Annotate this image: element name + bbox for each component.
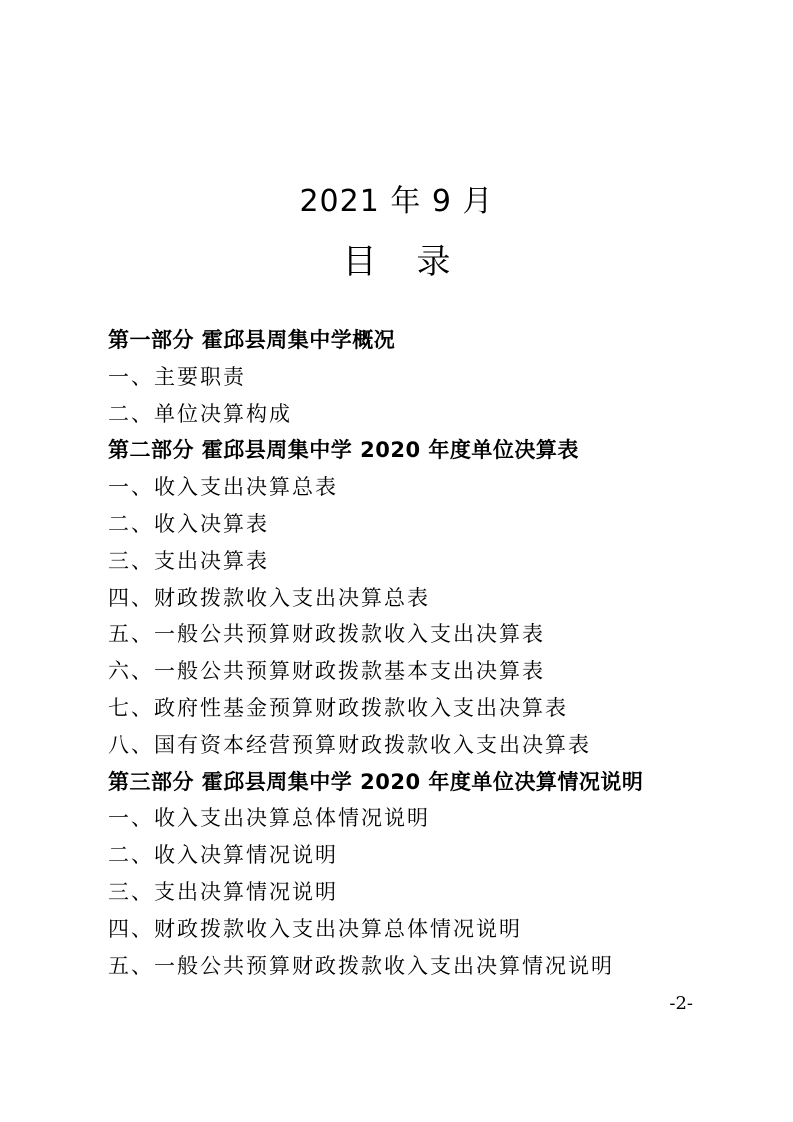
toc-item: 一、收入支出决算总表 <box>108 475 338 500</box>
toc-part-2: 第二部分 霍邱县周集中学 2020 年度单位决算表 <box>108 438 579 463</box>
toc-item: 一、收入支出决算总体情况说明 <box>108 806 430 831</box>
toc-item: 二、收入决算表 <box>108 511 269 536</box>
toc-item: 一、主要职责 <box>108 364 246 389</box>
toc-item: 四、财政拨款收入支出决算总体情况说明 <box>108 916 522 941</box>
toc-item: 二、收入决算情况说明 <box>108 843 338 868</box>
toc-item: 四、财政拨款收入支出决算总表 <box>108 585 430 610</box>
toc-item: 三、支出决算情况说明 <box>108 879 338 904</box>
toc-item: 五、一般公共预算财政拨款收入支出决算表 <box>108 622 545 647</box>
toc-item: 三、支出决算表 <box>108 548 269 573</box>
toc-part-3: 第三部分 霍邱县周集中学 2020 年度单位决算情况说明 <box>108 769 644 794</box>
toc-item: 五、一般公共预算财政拨款收入支出决算情况说明 <box>108 953 614 978</box>
toc-item: 六、一般公共预算财政拨款基本支出决算表 <box>108 659 545 684</box>
toc-item: 二、单位决算构成 <box>108 401 292 426</box>
page-number: -2- <box>669 993 693 1014</box>
toc-part-1: 第一部分 霍邱县周集中学概况 <box>108 328 396 352</box>
toc-item: 七、政府性基金预算财政拨款收入支出决算表 <box>108 695 568 720</box>
table-of-contents <box>108 322 738 984</box>
page-title: 目录 <box>342 242 491 282</box>
document-date: 2021 年 9 月 <box>299 184 494 219</box>
toc-item: 八、国有资本经营预算财政拨款收入支出决算表 <box>108 732 591 757</box>
